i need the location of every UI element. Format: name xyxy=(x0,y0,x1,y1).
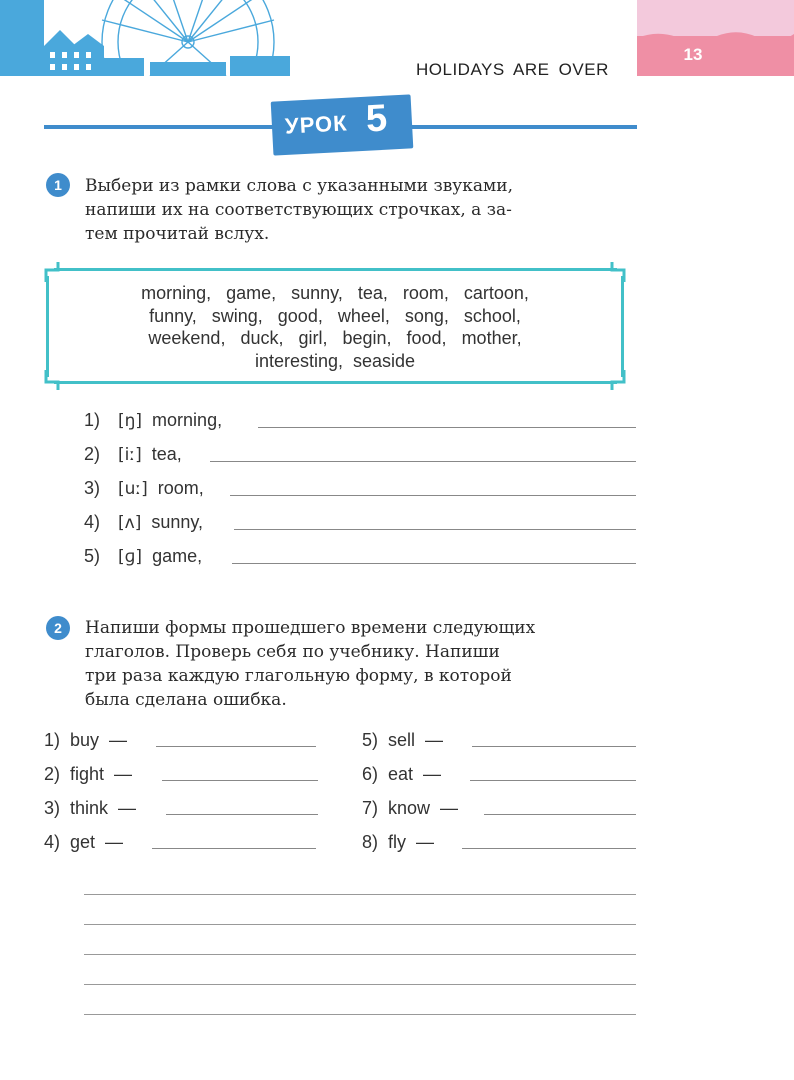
answer-line[interactable] xyxy=(232,563,636,564)
word-line: morning, game, sunny, tea, room, cartoon, xyxy=(141,283,529,303)
sound-row xyxy=(84,410,222,431)
verb-answer-line[interactable] xyxy=(166,814,318,815)
sound-symbol: [iː] xyxy=(118,445,142,465)
lesson-label: УРОК xyxy=(284,110,349,139)
answer-line[interactable] xyxy=(230,495,636,496)
answer-line[interactable] xyxy=(258,427,636,428)
header-wave xyxy=(637,28,794,44)
sound-symbol: [ʌ] xyxy=(118,513,142,533)
sound-row xyxy=(84,478,204,499)
verb-item: 3) think — xyxy=(44,798,137,818)
example-word: morning, xyxy=(152,410,223,430)
exercise-1-instruction xyxy=(85,174,637,246)
verb-answer-line[interactable] xyxy=(462,848,636,849)
section-title: HOLIDAYS ARE OVER xyxy=(416,60,609,79)
verb-item: 6) eat — xyxy=(362,764,442,784)
word-line: weekend, duck, girl, begin, food, mother, xyxy=(148,328,522,348)
row-number: 2) xyxy=(84,444,101,464)
writing-line[interactable] xyxy=(84,954,636,955)
instruction-line: тем прочитай вслух. xyxy=(85,224,270,244)
example-word: room, xyxy=(157,478,204,498)
example-word: sunny, xyxy=(151,512,204,532)
verb-item: 4) get — xyxy=(44,832,124,852)
example-word: game, xyxy=(152,546,203,566)
row-number: 5) xyxy=(84,546,101,566)
verb-answer-line[interactable] xyxy=(472,746,636,747)
writing-line[interactable] xyxy=(84,894,636,895)
row-number: 1) xyxy=(84,410,101,430)
instruction-line: напиши их на соответствующих строчках, а за- xyxy=(85,200,512,220)
verb-item: 5) sell — xyxy=(362,730,444,750)
example-word: tea, xyxy=(151,444,182,464)
verb-answer-line[interactable] xyxy=(156,746,316,747)
verb-item: 7) know — xyxy=(362,798,459,818)
exercise-2-badge: 2 xyxy=(46,616,70,640)
instruction-line: Выбери из рамки слова с указанными звуками, xyxy=(85,176,514,196)
sound-symbol: [ɡ] xyxy=(118,547,143,567)
exercise-1-badge: 1 xyxy=(46,173,70,197)
instruction-line: Напиши формы прошедшего времени следующих xyxy=(85,618,536,638)
verb-answer-line[interactable] xyxy=(470,780,636,781)
verb-answer-line[interactable] xyxy=(152,848,316,849)
sound-symbol: [uː] xyxy=(118,479,148,499)
verb-item: 2) fight — xyxy=(44,764,133,784)
writing-line[interactable] xyxy=(84,1014,636,1015)
word-line: funny, swing, good, wheel, song, school, xyxy=(149,305,521,326)
verb-answer-line[interactable] xyxy=(162,780,318,781)
word-list xyxy=(50,282,620,372)
instruction-line: была сделана ошибка. xyxy=(85,690,287,710)
verb-item: 1) buy — xyxy=(44,730,128,750)
word-line: interesting, seaside xyxy=(254,350,416,371)
answer-line[interactable] xyxy=(210,461,636,462)
sound-row xyxy=(84,546,202,567)
verb-answer-line[interactable] xyxy=(484,814,636,815)
row-number: 4) xyxy=(84,512,101,532)
lesson-number: 5 xyxy=(364,97,389,141)
verb-item: 8) fly — xyxy=(362,832,435,852)
sound-row xyxy=(84,444,182,465)
sound-row xyxy=(84,512,203,533)
answer-line[interactable] xyxy=(234,529,636,530)
instruction-line: три раза каждую глагольную форму, в которой xyxy=(85,666,512,686)
writing-line[interactable] xyxy=(84,984,636,985)
sound-symbol: [ŋ] xyxy=(118,411,143,431)
exercise-2-instruction xyxy=(85,616,637,712)
writing-line[interactable] xyxy=(84,924,636,925)
instruction-line: глаголов. Проверь себя по учебнику. Напиши xyxy=(85,642,500,662)
row-number: 3) xyxy=(84,478,101,498)
ferris-wheel-illustration xyxy=(0,0,295,76)
page-number: 13 xyxy=(683,45,703,64)
